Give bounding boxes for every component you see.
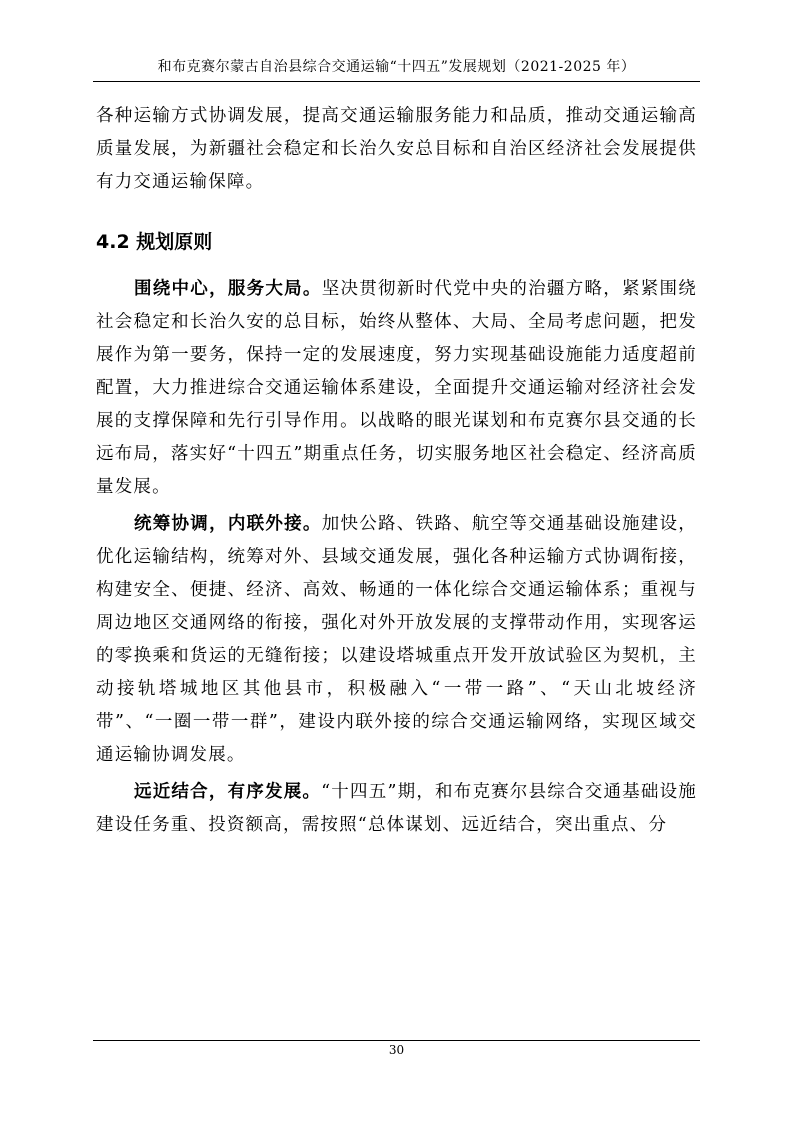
principle-2-text: 加快公路、铁路、航空等交通基础设施建设，优化运输结构，统筹对外、县域交通发展，强化各种运输方式协调衔接，构建安全、便捷、经济、高效、畅通的一体化综合交通运输体系；重视与周边地区交通网络的衔接，强化对外开放发展的支撑带动作用，实现客运的零换乘和货运的无缝衔接；以建设塔城重点开发开放试验区为契机，主动接轨塔城地区其他县市，积极融入“一带一路”、“天山北坡经济带”、“一圈一带一群”，建设内联外接的综合交通运输网络，实现区域交通运输协调发展。	[96, 514, 698, 765]
header-divider	[93, 81, 700, 82]
principle-1-text: 坚决贯彻新时代党中央的治疆方略，紧紧围绕社会稳定和长治久安的总目标，始终从整体、大局、全局考虑问题，把发展作为第一要务，保持一定的发展速度，努力实现基础设施能力适度超前配置，大力推进综合交通运输体系建设，全面提升交通运输对经济社会发展的支撑保障和先行引导作用。以战略的眼光谋划和布克赛尔县交通的长远布局，落实好“十四五”期重点任务，切实服务地区社会稳定、经济高质量发展。	[96, 279, 698, 497]
section-heading: 4.2 规划原则	[96, 231, 213, 253]
principle-paragraph-2	[96, 508, 697, 772]
running-header-title: 和布克赛尔蒙古自治县综合交通运输“十四五”发展规划（2021-2025 年）	[157, 59, 636, 75]
principle-1-lead: 围绕中心，服务大局。	[134, 279, 322, 299]
footer-divider	[93, 1040, 700, 1041]
principle-paragraph-3	[96, 776, 697, 842]
principle-3-text: “十四五”期，和布克赛尔县综合交通基础设施建设任务重、投资额高，需按照“总体谋划、远近结合，突出重点、分	[96, 782, 698, 835]
page-number: 30	[388, 1043, 405, 1057]
principle-3-lead: 远近结合，有序发展。	[134, 782, 322, 802]
page-content	[96, 100, 697, 842]
principle-2-lead: 统筹协调，内联外接。	[134, 514, 322, 534]
intro-paragraph: 各种运输方式协调发展，提高交通运输服务能力和品质，推动交通运输高质量发展，为新疆社会稳定和长治久安总目标和自治区经济社会发展提供有力交通运输保障。	[96, 106, 697, 192]
principle-paragraph-1	[96, 273, 697, 504]
